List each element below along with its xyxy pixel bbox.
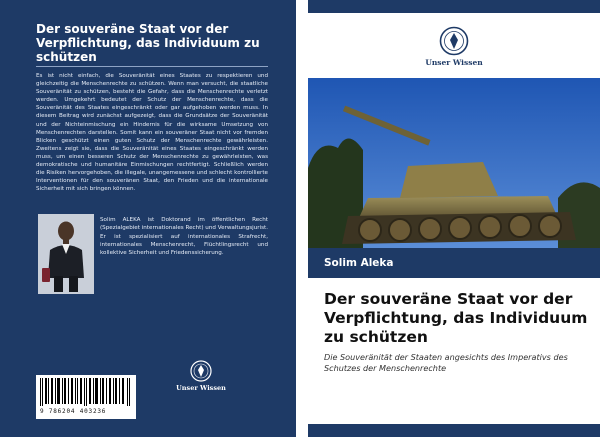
publisher-seal-icon (190, 360, 212, 382)
barcode-number: 9 786204 403236 (40, 408, 107, 415)
back-cover-divider (36, 66, 268, 67)
author-bio: Solim ALEKA ist Doktorand im öffentlichen Recht (Spezialgebiet internationales Recht) und Verwaltungsjurist. Er ist spezialisiert auf internationales Strafrecht, internationales Menschenrecht, Flüchtlingsrecht und kollektive Sicherheit und Friedenssicherung. (100, 217, 268, 257)
front-title: Der souveräne Staat vor der Verpflichtung, das Individuum zu schützen (324, 290, 588, 346)
author-photo (38, 214, 94, 294)
barcode-icon (36, 375, 136, 409)
back-cover-title: Der souveräne Staat vor der Verpflichtung, das Individuum zu schützen (36, 22, 260, 64)
front-subtitle: Die Souveränität der Staaten angesichts des Imperativs des Schutzes der Menschenrechte (324, 352, 568, 373)
back-cover (0, 0, 296, 437)
publisher-name: Unser Wissen (425, 58, 483, 67)
front-bottom-bar (308, 424, 600, 437)
back-publisher-logo (174, 360, 228, 392)
tank-image-icon (308, 78, 600, 248)
front-publisher-logo (414, 26, 494, 67)
front-cover (308, 0, 600, 437)
cover-photo-tank (308, 78, 600, 248)
front-top-bar (308, 0, 600, 13)
spine (296, 0, 308, 437)
back-cover-abstract: Es ist nicht einfach, die Souveränität eines Staates zu respektieren und gleichzeitig die Menschenrechte zu schützen. Wenn man versucht, die staatliche Souveränität zu schützen, besteht die Gefahr, dass die Menschenrechte verletzt werden. Umgekehrt bedeutet der Schutz der Menschenrechte, dass die Souveränität des Staates eingeschränkt oder gar aufgehoben werden muss. In diesem Beitrag wird zunächst aufgezeigt, dass die Grundsätze der Souveränität und der Nichteinmischung ein Hindernis für die wirksame Umsetzung von Menschenrechten darstellen. Somit kann ein souveräner Staat nicht vor fremden Blicken geschützt einen guten Schutz der Menschenrechte gewährleisten. Zweitens zeigt sie, dass die Souveränität eines Staates eingeschränkt werden muss, um einen besseren Schutz der Menschenrechte zu gewährleisten, was demokratische und humanitäre Einmischungen rechtfertigt. Schließlich werden die Risiken hervorgehoben, die illegale, unangemessene und schlecht kontrollierte Interventionen für den souveränen Staat, den Frieden und die internationale Sicherheit mit sich bringen können. (36, 73, 268, 193)
author-portrait-icon (38, 214, 94, 294)
publisher-seal-icon (439, 26, 469, 56)
publisher-name: Unser Wissen (176, 384, 226, 392)
front-author-name: Solim Aleka (324, 257, 394, 269)
